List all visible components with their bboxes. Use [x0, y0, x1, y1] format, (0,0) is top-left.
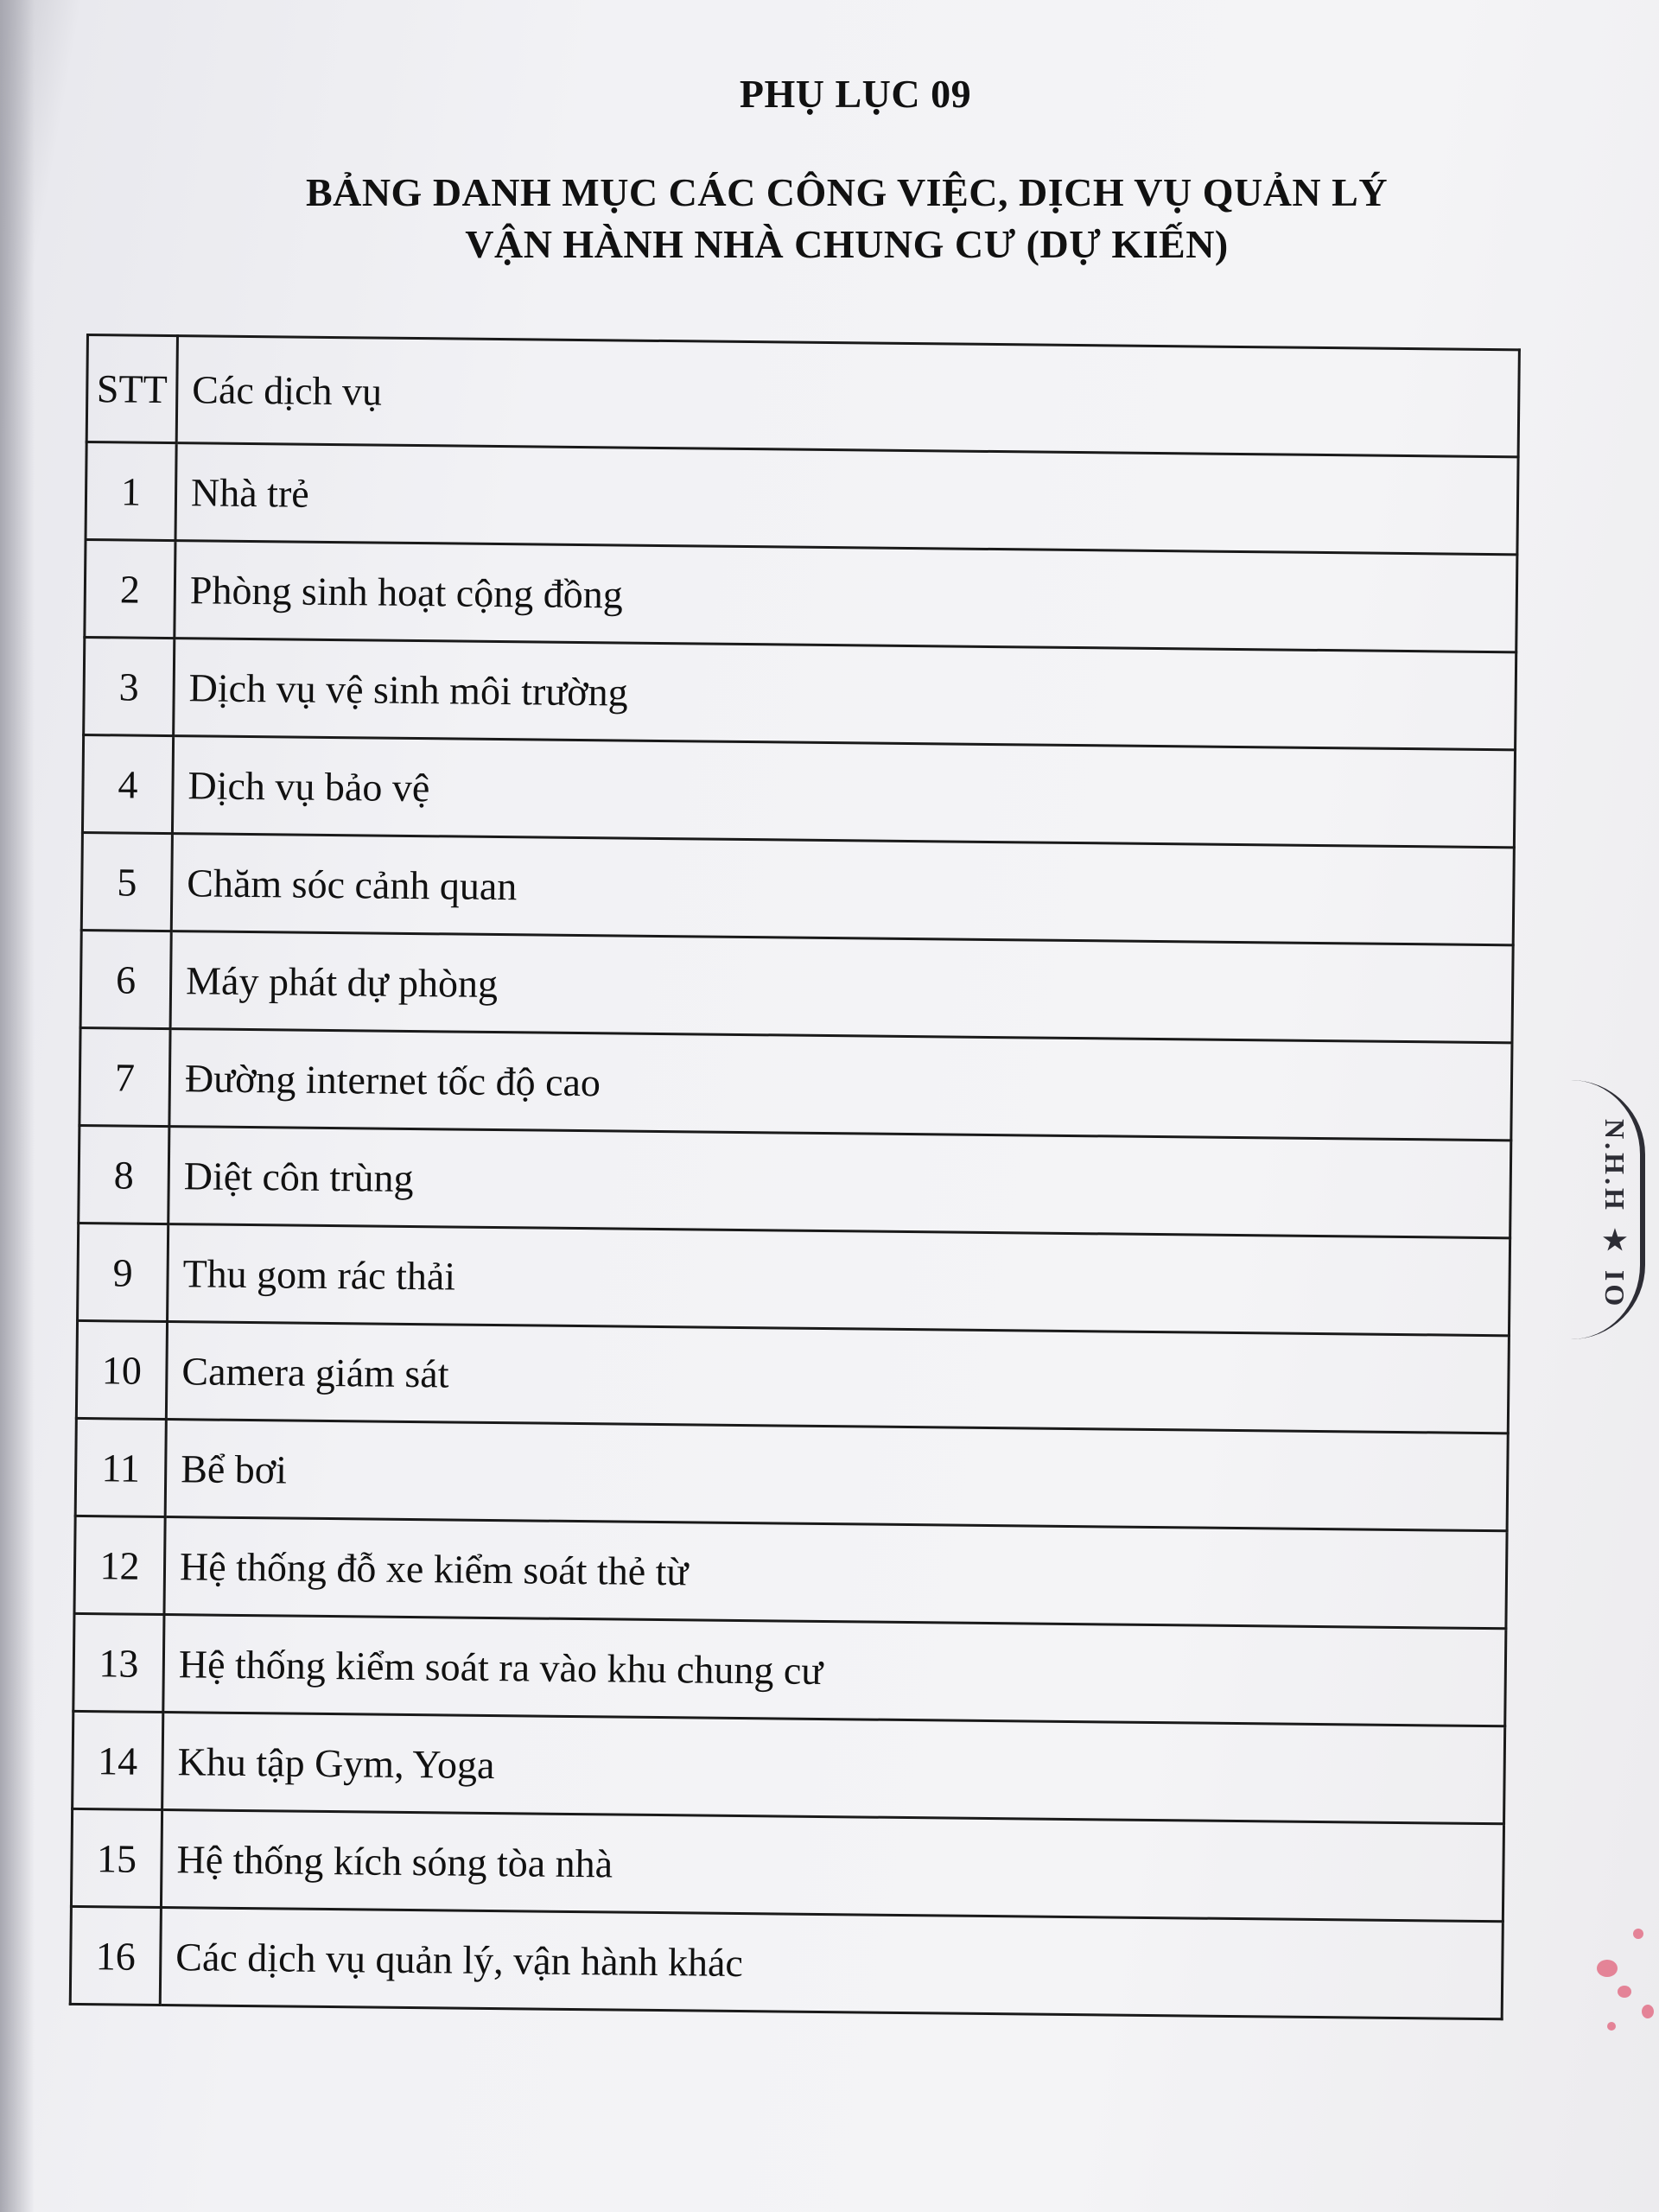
row-service: Camera giám sát [166, 1322, 1509, 1433]
table-row [81, 832, 1514, 944]
row-service: Các dịch vụ quản lý, vận hành khác [160, 1908, 1503, 2019]
appendix-title: PHỤ LỤC 09 [739, 72, 972, 116]
table-row [76, 1320, 1509, 1433]
stamp-ink-spot [1607, 2022, 1616, 2031]
stamp-ink-spot [1618, 1986, 1631, 1998]
stamp-ink-spot [1597, 1960, 1618, 1977]
row-stt: 10 [76, 1320, 167, 1419]
row-service: Hệ thống kích sóng tòa nhà [161, 1810, 1503, 1922]
row-service: Nhà trẻ [175, 443, 1518, 555]
header-service: Các dịch vụ [176, 336, 1519, 457]
row-service: Dịch vụ bảo vệ [172, 736, 1515, 848]
row-stt: 15 [71, 1808, 162, 1907]
table-row [82, 734, 1515, 847]
table-row [71, 1808, 1503, 1921]
table-heading-line-1: BẢNG DANH MỤC CÁC CÔNG VIỆC, DỊCH VỤ QUẢN LÝ [305, 170, 1389, 214]
header-stt: STT [86, 335, 177, 443]
row-service: Bể bơi [165, 1420, 1508, 1531]
table-heading-line-2: VẬN HÀNH NHÀ CHUNG CƯ (DỰ KIẾN) [465, 222, 1229, 266]
row-stt: 12 [74, 1516, 165, 1614]
row-stt: 8 [79, 1125, 169, 1224]
table-row [78, 1223, 1510, 1335]
row-stt: 11 [75, 1418, 166, 1516]
row-service: Máy phát dự phòng [170, 931, 1513, 1043]
row-service: Chăm sóc cảnh quan [171, 834, 1514, 945]
row-stt: 14 [73, 1711, 163, 1809]
row-stt: 7 [79, 1027, 170, 1126]
seal-stamp-text: N.H.H ★ IO [1599, 1119, 1630, 1310]
table-row [73, 1613, 1506, 1726]
row-service: Phòng sinh hoạt cộng đồng [175, 541, 1517, 652]
row-stt: 2 [85, 540, 175, 639]
table-row [80, 930, 1513, 1042]
services-table [69, 334, 1521, 2020]
row-stt: 16 [70, 1906, 161, 2005]
table-row [74, 1516, 1507, 1628]
page-edge-shadow [0, 0, 35, 2212]
row-stt: 3 [84, 637, 175, 735]
services-table-wrapper [69, 334, 1521, 2020]
row-service: Khu tập Gym, Yoga [162, 1713, 1505, 1824]
row-stt: 6 [80, 930, 171, 1028]
table-row [85, 540, 1517, 652]
table-row [75, 1418, 1508, 1530]
row-service: Hệ thống kiểm soát ra vào khu chung cư [163, 1615, 1506, 1726]
stamp-ink-spot [1633, 1929, 1643, 1939]
row-service: Dịch vụ vệ sinh môi trường [174, 639, 1516, 750]
row-service: Đường internet tốc độ cao [169, 1029, 1512, 1141]
table-header-row [86, 335, 1519, 457]
row-service: Thu gom rác thải [168, 1224, 1510, 1336]
row-stt: 4 [82, 734, 173, 833]
row-stt: 5 [81, 832, 172, 931]
row-stt: 13 [73, 1613, 164, 1712]
table-row [70, 1906, 1503, 2018]
row-stt: 1 [86, 442, 176, 541]
table-row [79, 1027, 1512, 1140]
table-row [79, 1125, 1511, 1237]
table-row [73, 1711, 1505, 1823]
row-service: Hệ thống đỗ xe kiểm soát thẻ từ [164, 1517, 1507, 1629]
table-row [84, 637, 1516, 749]
table-row [86, 442, 1518, 555]
stamp-ink-spot [1642, 2005, 1654, 2018]
row-service: Diệt côn trùng [168, 1127, 1511, 1238]
row-stt: 9 [78, 1223, 168, 1321]
